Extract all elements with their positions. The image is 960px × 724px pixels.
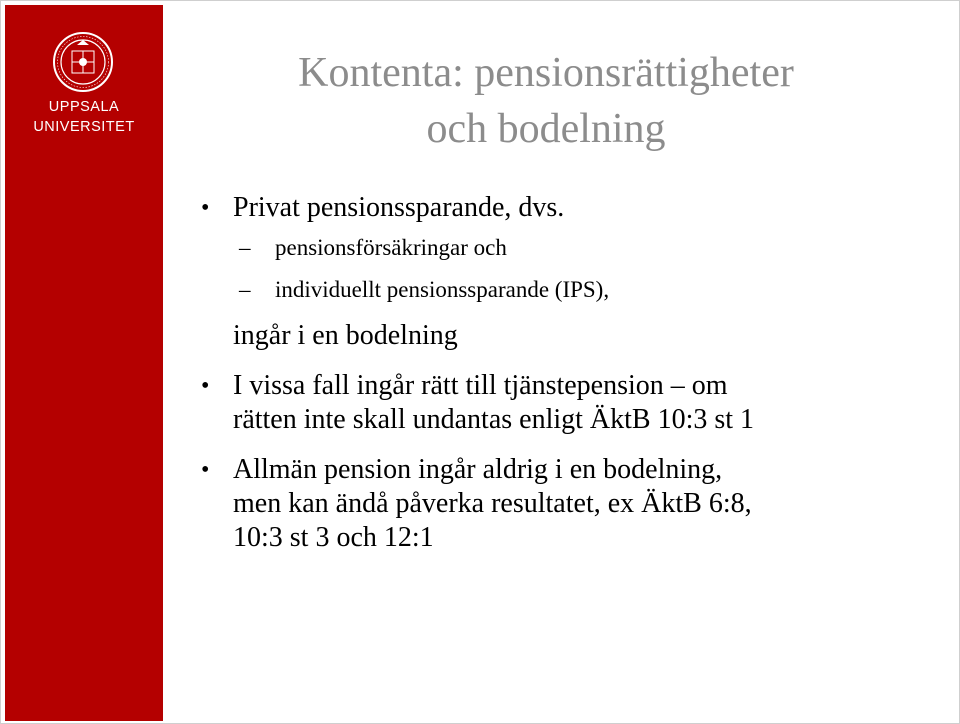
university-seal-icon bbox=[52, 31, 114, 93]
bullet-continuation: ingår i en bodelning bbox=[233, 320, 458, 351]
bullet-private-pension bbox=[201, 191, 941, 225]
sub-bullet-insurance bbox=[201, 233, 941, 263]
slide-title bbox=[181, 45, 911, 157]
university-name-line1: UPPSALA bbox=[48, 99, 120, 115]
bullet-line1: I vissa fall ingår rätt till tjänstepension – om bbox=[233, 370, 728, 401]
bullet-line2: rätten inte skall undantas enligt ÄktB 10:3 st 1 bbox=[233, 404, 755, 435]
bullet-line3: 10:3 st 3 och 12:1 bbox=[233, 522, 434, 553]
bullet-public-pension bbox=[201, 453, 941, 555]
title-line2: och bodelning bbox=[426, 106, 666, 152]
bullet-icon: • bbox=[201, 457, 210, 483]
slide-content bbox=[201, 191, 941, 555]
bullet-icon: • bbox=[201, 373, 210, 399]
bullet-line1: Allmän pension ingår aldrig i en bodelning, bbox=[233, 454, 723, 485]
dash-icon: – bbox=[239, 235, 251, 260]
bullet-line2: men kan ändå påverka resultatet, ex ÄktB 6:8, bbox=[233, 488, 752, 519]
sub-bullet-text: individuellt pensionssparande (IPS), bbox=[275, 277, 610, 302]
bullet-icon: • bbox=[201, 195, 210, 221]
university-name bbox=[5, 97, 163, 137]
bullet-text: Privat pensionssparande, dvs. bbox=[233, 192, 565, 223]
sub-bullet-ips bbox=[201, 275, 941, 305]
bullet-occupational-pension bbox=[201, 369, 941, 437]
dash-icon: – bbox=[239, 277, 251, 302]
sub-bullet-text: pensionsförsäkringar och bbox=[275, 235, 507, 260]
title-line1: Kontenta: pensionsrättigheter bbox=[298, 50, 794, 96]
university-name-line2: UNIVERSITET bbox=[33, 119, 135, 135]
